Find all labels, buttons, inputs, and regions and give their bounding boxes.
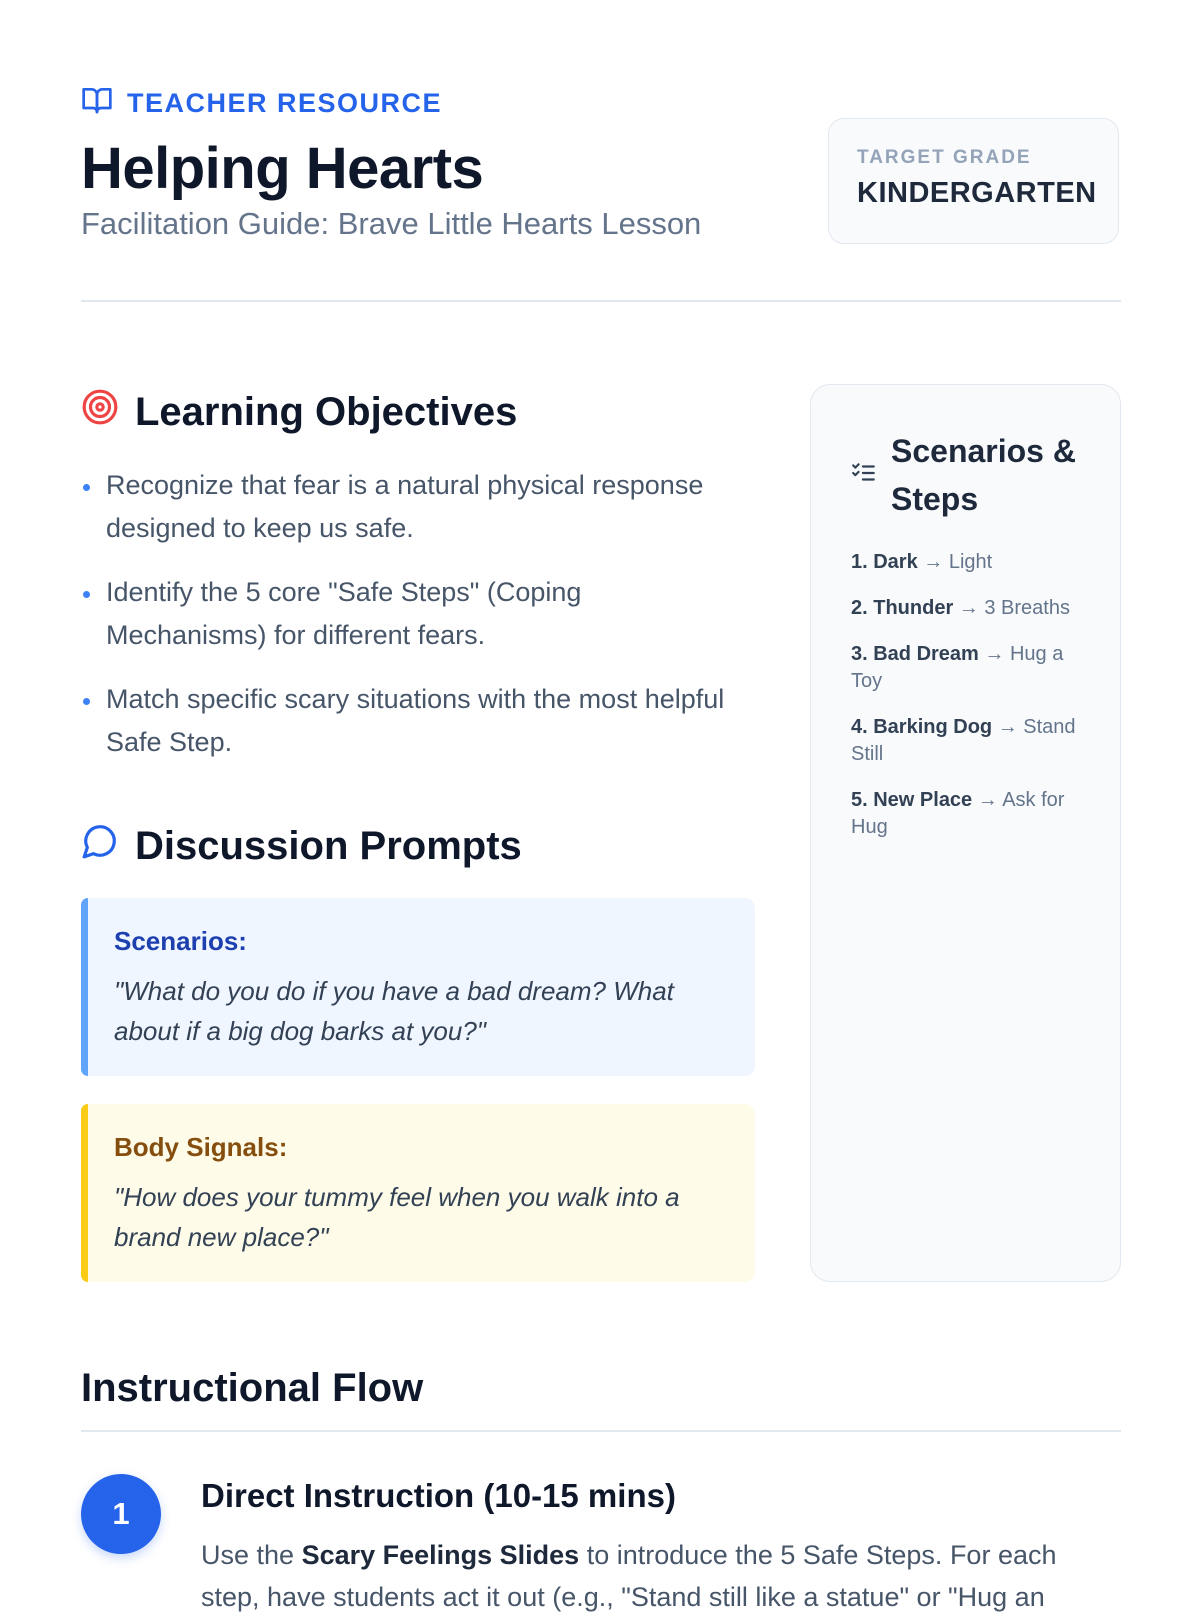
flow-divider — [81, 1430, 1121, 1432]
list-item — [851, 595, 1080, 622]
instructional-flow-heading: Instructional Flow — [81, 1366, 424, 1410]
prompt-label: Body Signals: — [114, 1132, 288, 1162]
discussion-heading-text: Discussion Prompts — [135, 823, 522, 868]
objectives-heading-text: Learning Objectives — [135, 389, 518, 434]
body-signals-prompt-card — [81, 1104, 755, 1282]
list-item — [851, 641, 1080, 695]
objectives-heading — [81, 388, 517, 436]
teacher-resource-eyebrow — [81, 84, 442, 123]
scenario-steps-list — [851, 549, 1080, 841]
discussion-heading — [81, 822, 522, 870]
sidebar-title: Scenarios & Steps — [891, 433, 1076, 517]
speech-bubble-icon — [81, 822, 119, 870]
scenario-name: 4. Barking Dog — [851, 716, 993, 738]
list-item: Match specific scary situations with the most helpful Safe Step. — [81, 678, 741, 764]
scenarios-steps-sidebar — [810, 384, 1121, 1282]
step-text-end: to introduce the 5 Safe Steps. For each step, have students act it out (e.g., "Stand still like a statue" or "Hug an — [201, 1540, 1057, 1612]
prompt-label: Scenarios: — [114, 926, 247, 956]
scenario-name: 3. Bad Dream — [851, 643, 979, 665]
page-subtitle: Facilitation Guide: Brave Little Hearts Lesson — [81, 206, 702, 241]
step-number-badge: 1 — [81, 1474, 161, 1554]
safe-step: → Light — [923, 551, 993, 573]
sidebar-heading — [851, 427, 1080, 523]
list-item — [851, 714, 1080, 768]
checklist-icon — [851, 460, 877, 491]
target-icon — [81, 388, 119, 436]
safe-step: → 3 Breaths — [958, 597, 1070, 619]
safe-step: → Stand Still — [851, 716, 1076, 765]
prompt-text: "What do you do if you have a bad dream? What about if a big dog barks at you?" — [114, 976, 674, 1046]
prompt-accent-bar — [81, 1104, 88, 1282]
book-open-icon — [81, 84, 113, 123]
page-title: Helping Hearts — [81, 136, 484, 201]
scenario-name: 1. Dark — [851, 551, 918, 573]
target-grade-card — [828, 118, 1119, 244]
prompt-text: "How does your tummy feel when you walk into a brand new place?" — [114, 1182, 680, 1252]
scary-feelings-slides-ref: Scary Feelings Slides — [301, 1540, 580, 1570]
step-text-start: Use the — [201, 1540, 302, 1570]
objectives-list — [81, 464, 741, 785]
target-grade-value: KINDERGARTEN — [857, 177, 1097, 209]
step-description — [201, 1534, 1101, 1618]
safe-step: → Ask for Hug — [851, 789, 1065, 838]
scenario-name: 2. Thunder — [851, 597, 954, 619]
header-divider — [81, 300, 1121, 302]
scenarios-prompt-card — [81, 898, 755, 1076]
list-item — [851, 549, 1080, 576]
list-item: Recognize that fear is a natural physical response designed to keep us safe. — [81, 464, 741, 550]
target-grade-label: TARGET GRADE — [857, 147, 1032, 168]
safe-step: → Hug a Toy — [851, 643, 1064, 692]
scenario-name: 5. New Place — [851, 789, 973, 811]
step-title: Direct Instruction (10-15 mins) — [201, 1477, 676, 1514]
list-item: Identify the 5 core "Safe Steps" (Coping Mechanisms) for different fears. — [81, 571, 741, 657]
eyebrow-label: TEACHER RESOURCE — [127, 88, 443, 118]
prompt-accent-bar — [81, 898, 88, 1076]
list-item — [851, 787, 1080, 841]
